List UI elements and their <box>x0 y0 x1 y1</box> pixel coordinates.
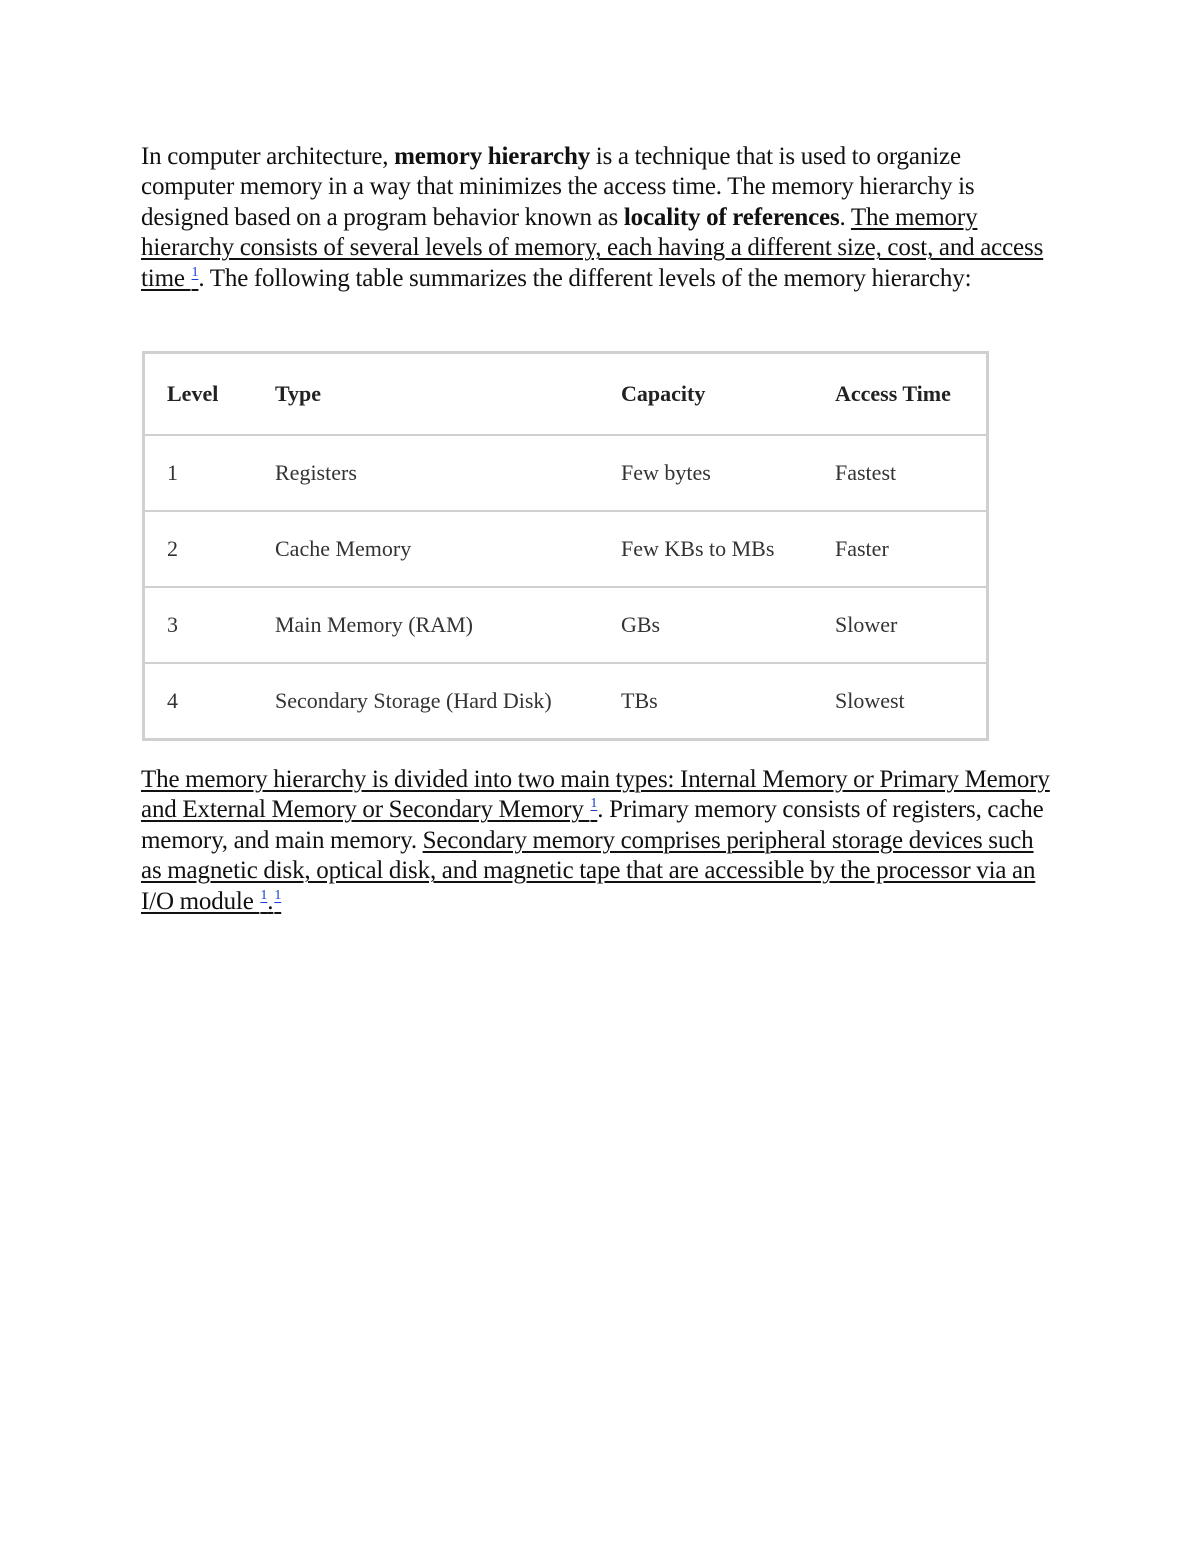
citation-link[interactable]: 1 <box>590 796 598 812</box>
cell-access-time: Slowest <box>813 663 988 740</box>
table-row <box>144 587 988 663</box>
intro-tail-text: . The following table summarizes the different levels of the memory hierarchy: <box>198 264 972 292</box>
header-level: Level <box>144 353 254 436</box>
cell-type: Main Memory (RAM) <box>253 587 599 663</box>
header-type: Type <box>253 353 599 436</box>
secondary-memory-text: Secondary memory comprises peripheral storage devices such as magnetic disk, optical disk, and magnetic tape that are accessible by the processor via an I/O module <box>141 826 1036 915</box>
intro-period: . <box>839 203 851 231</box>
cell-capacity: GBs <box>599 587 813 663</box>
citation-link[interactable]: 1 <box>274 887 282 903</box>
cell-capacity: TBs <box>599 663 813 740</box>
memory-hierarchy-table <box>142 351 989 741</box>
cell-access-time: Fastest <box>813 435 988 511</box>
cell-access-time: Faster <box>813 511 988 587</box>
cell-level: 2 <box>144 511 254 587</box>
types-text: The memory hierarchy is divided into two main types: Internal Memory or Primary Memory and External Memory or Secondary Memory <box>141 766 1050 824</box>
intro-text: In computer architecture, <box>141 143 395 170</box>
cell-level: 3 <box>144 587 254 663</box>
types-paragraph <box>141 765 1059 917</box>
final-period: . <box>267 887 274 915</box>
intro-paragraph <box>141 142 1059 294</box>
citation-link[interactable]: 1 <box>191 264 199 280</box>
cell-capacity: Few bytes <box>599 435 813 511</box>
cell-access-time: Slower <box>813 587 988 663</box>
term-memory-hierarchy: memory hierarchy <box>394 143 591 170</box>
cited-sentence-text: The memory hierarchy consists of several levels of memory, each having a different size, cost, and access time <box>141 203 1044 292</box>
primary-memory-text: . Primary memory consists of registers, cache memory, and main memory. <box>141 796 1044 854</box>
cell-type: Cache Memory <box>253 511 599 587</box>
header-capacity: Capacity <box>599 353 813 436</box>
cell-type: Registers <box>253 435 599 511</box>
cell-level: 4 <box>144 663 254 740</box>
table-header-row <box>144 353 988 436</box>
cell-type: Secondary Storage (Hard Disk) <box>253 663 599 740</box>
table-row <box>144 511 988 587</box>
table-row <box>144 663 988 740</box>
header-access-time: Access Time <box>813 353 988 436</box>
intro-text-cont: is a technique that is used to organize computer memory in a way that minimizes the access time. The memory hierarchy is designed based on a program behavior known as <box>141 143 975 231</box>
citation-link[interactable]: 1 <box>260 887 268 903</box>
table-row <box>144 435 988 511</box>
cell-capacity: Few KBs to MBs <box>599 511 813 587</box>
term-locality-of-references: locality of references <box>623 203 840 231</box>
cell-level: 1 <box>144 435 254 511</box>
